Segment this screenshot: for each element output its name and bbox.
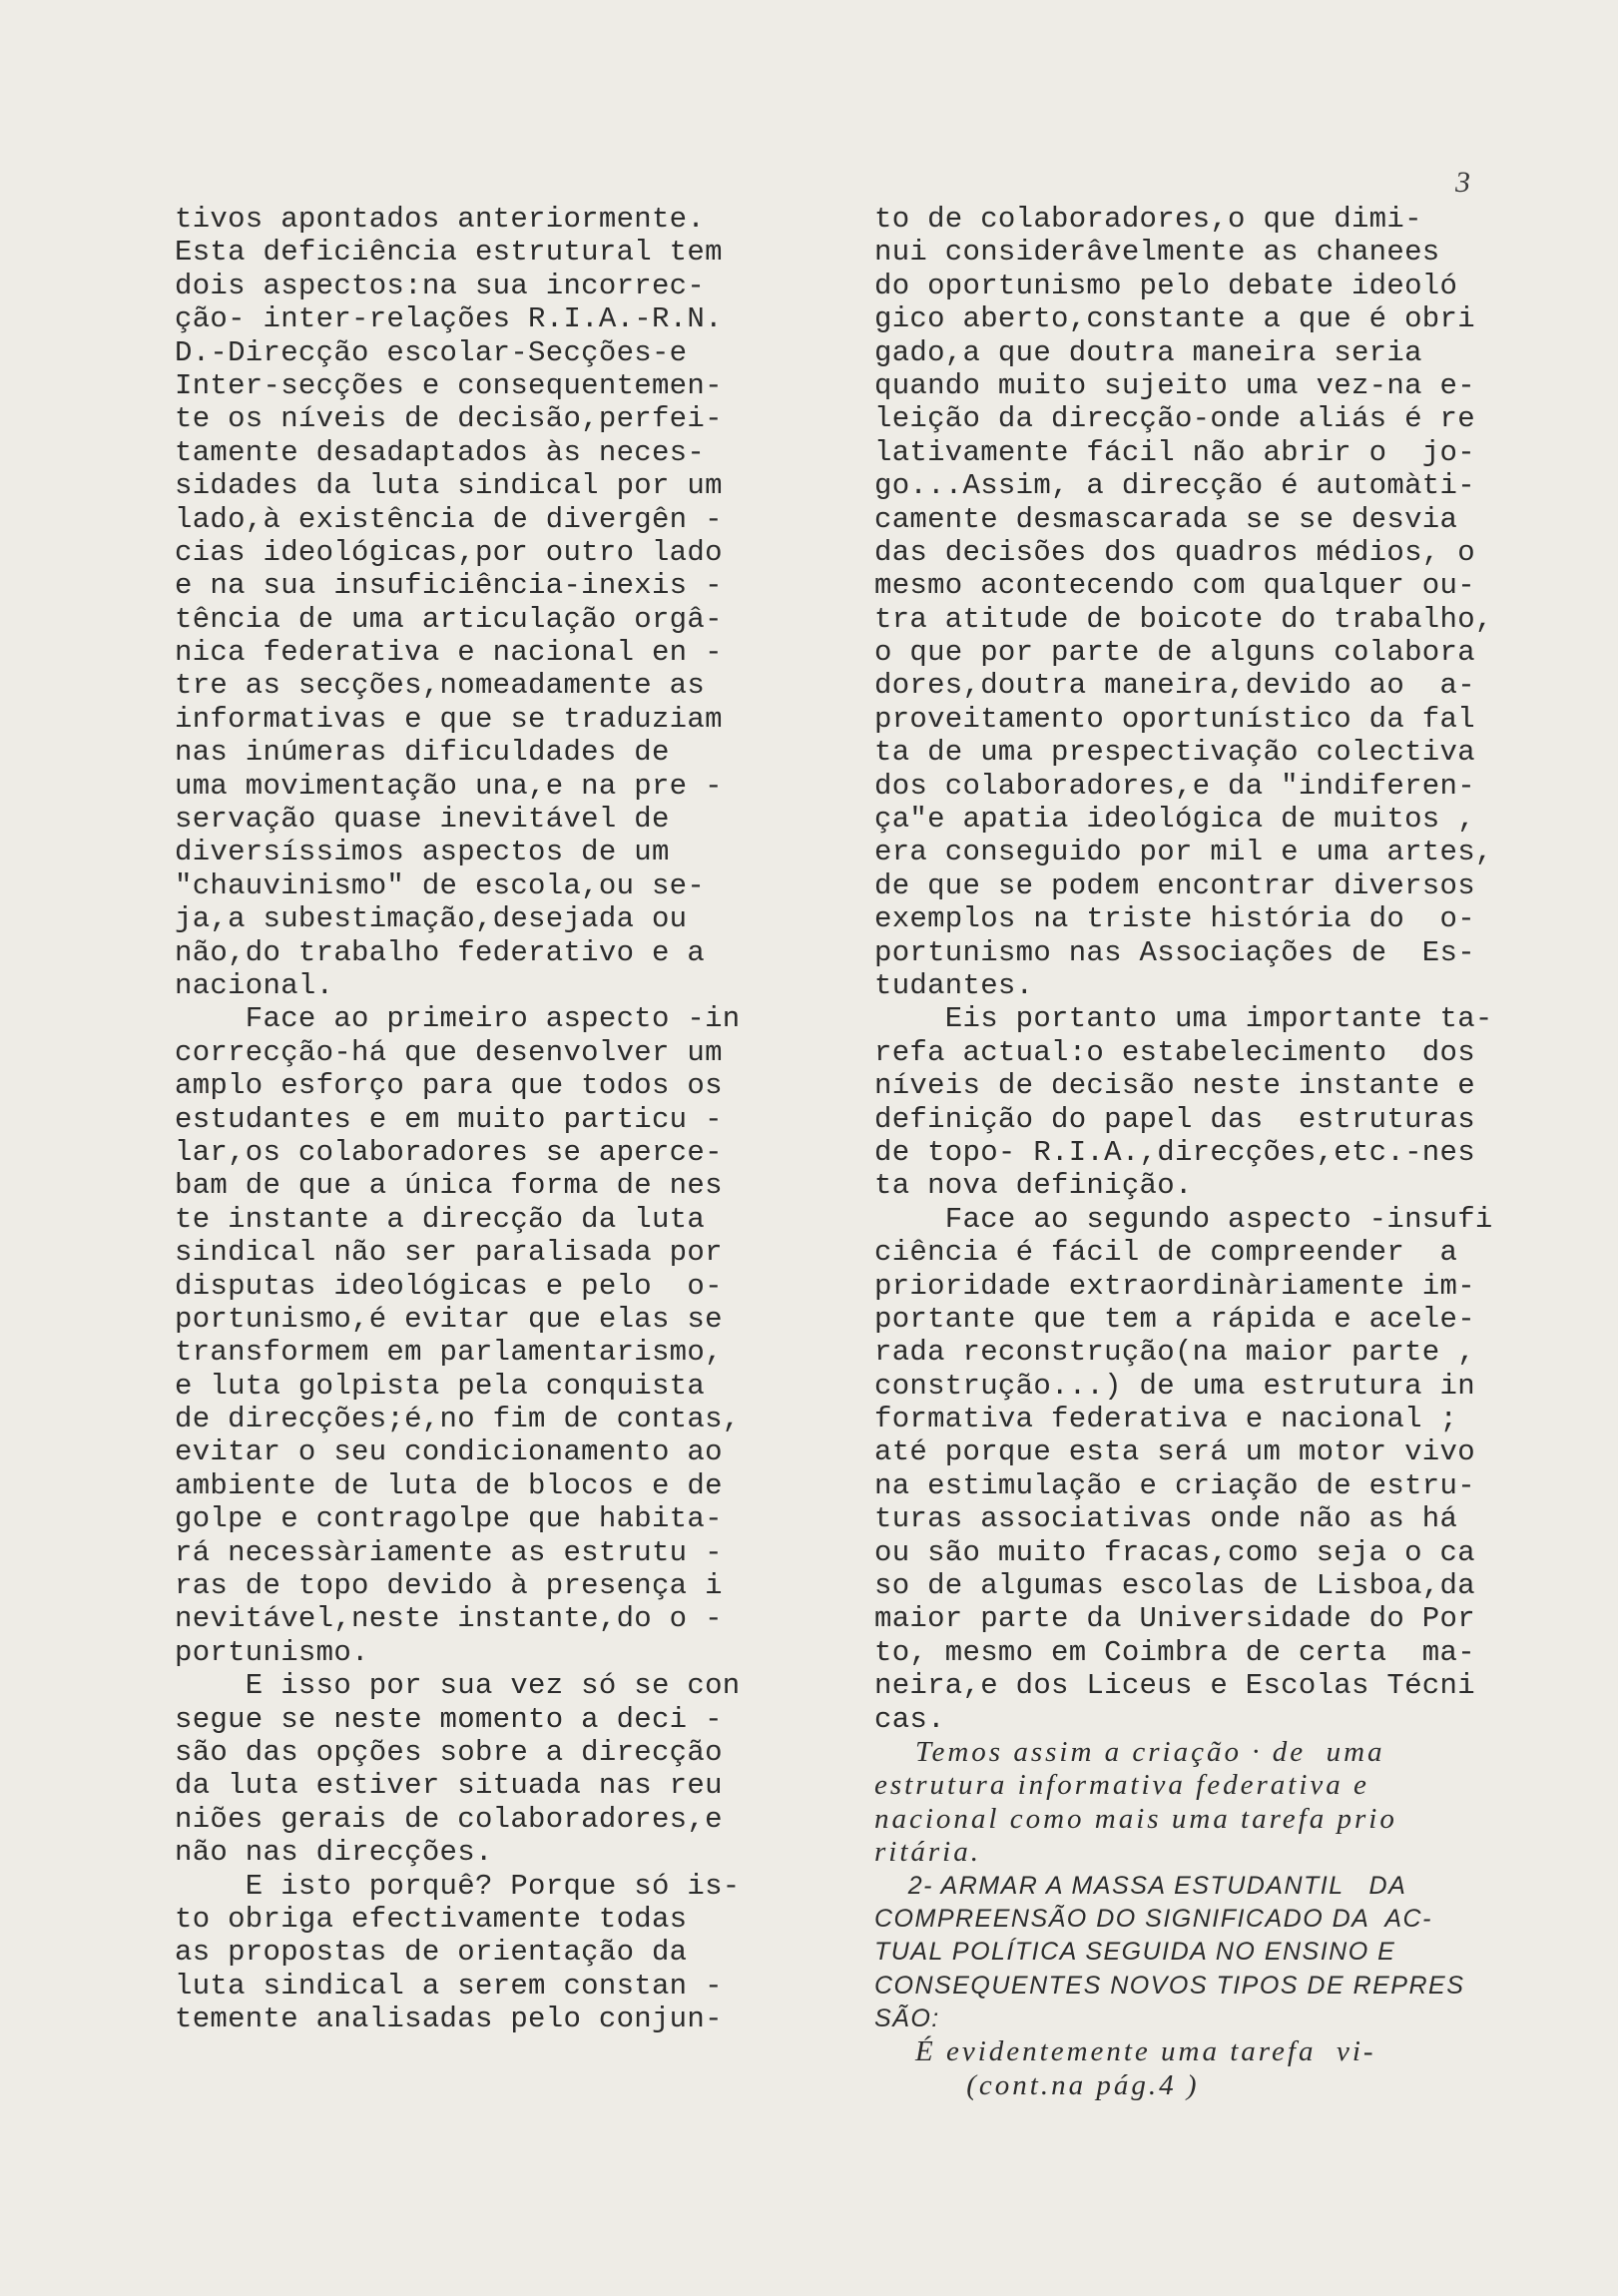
text-line: D.-Direcção escolar-Secções-e [175,335,688,369]
text-line: sindical não ser paralisada por [175,1236,723,1270]
text-line: nui considerâvelmente as chanees [874,236,1440,270]
text-line: rá necessàriamente as estrutu - [175,1535,723,1569]
text-line: neira,e dos Liceus e Escolas Técni [874,1669,1475,1703]
text-line: estrutura informativa federativa e [874,1769,1369,1802]
text-line: correcção-há que desenvolver um [175,1035,723,1069]
text-line: na estimulação e criação de estru- [874,1468,1475,1502]
text-line: de direcções;é,no fim de contas, [175,1403,741,1436]
text-line: Esta deficiência estrutural tem [175,236,723,270]
text-line: (cont.na pág.4 ) [874,2068,1200,2101]
text-line: turas associativas onde não as há [874,1502,1458,1536]
text-line: nevitável,neste instante,do o - [175,1602,723,1636]
text-line: go...Assim, a direcção é automàti- [874,469,1475,503]
text-line: SÃO: [874,2005,940,2033]
text-line: bam de que a única forma de nes [175,1169,723,1203]
text-line: definição do papel das estruturas [874,1102,1475,1136]
text-line: disputas ideológicas e pelo o- [175,1269,723,1303]
text-line: são das opções sobre a direcção [175,1735,723,1769]
text-line: ou são muito fracas,como seja o ca [874,1535,1475,1569]
text-line: formativa federativa e nacional ; [874,1403,1458,1436]
text-line: golpe e contragolpe que habita- [175,1502,723,1536]
text-line: temente analisadas pelo conjun- [175,2003,723,2036]
text-line: portunismo. [175,1635,369,1669]
text-line: tudantes. [874,968,1034,1002]
text-line: 2- ARMAR A MASSA ESTUDANTIL DA [874,1871,1407,1900]
text-line: e na sua insuficiência-inexis - [175,569,723,603]
text-line: ambiente de luta de blocos e de [175,1468,723,1502]
text-line: sidades da luta sindical por um [175,469,723,503]
text-line: TUAL POLÍTICA SEGUIDA NO ENSINO E [874,1938,1396,1967]
text-line: construção...) de uma estrutura in [874,1369,1475,1403]
text-line: ção- inter-relações R.I.A.-R.N. [175,302,723,336]
text-line: Face ao segundo aspecto -insufi [874,1202,1493,1236]
text-line: rada reconstrução(na maior parte , [874,1336,1475,1370]
text-line: tivos apontados anteriormente. [175,203,706,236]
text-line: maior parte da Universidade do Por [874,1602,1475,1636]
text-line: camente desmascarada se se desvia [874,502,1458,536]
text-line: niões gerais de colaboradores,e [175,1802,723,1836]
text-line: ciência é fácil de compreender a [874,1236,1458,1270]
text-line: informativas e que se traduziam [175,702,723,736]
text-line: Temos assim a criação · de uma [874,1735,1385,1768]
text-line: lado,à existência de divergên - [175,502,723,536]
text-line: cias ideológicas,por outro lado [175,535,723,569]
text-line: o que por parte de alguns colabora [874,636,1475,670]
text-line: ras de topo devido à presença i [175,1569,723,1603]
text-line: Face ao primeiro aspecto -in [175,1002,741,1036]
text-line: luta sindical a serem constan - [175,1969,723,2003]
text-line: da luta estiver situada nas reu [175,1769,723,1803]
text-line: lativamente fácil não abrir o jo- [874,435,1475,469]
text-line: ta de uma prespectivação colectiva [874,736,1475,770]
text-line: exemplos na triste história do o- [874,902,1475,936]
text-line: lar,os colaboradores se aperce- [175,1135,723,1169]
text-line: nica federativa e nacional en - [175,636,723,670]
text-line: É evidentemente uma tarefa vi- [874,2035,1376,2068]
text-line: portante que tem a rápida e acele- [874,1302,1475,1336]
text-line: era conseguido por mil e uma artes, [874,836,1493,869]
text-line: cas. [874,1702,945,1736]
text-line: amplo esforço para que todos os [175,1069,723,1103]
text-line: tência de uma articulação orgâ- [175,602,723,636]
text-line: transformem em parlamentarismo, [175,1336,723,1370]
text-line: ta nova definição. [874,1169,1193,1203]
text-line: não nas direcções. [175,1836,493,1870]
text-line: portunismo nas Associações de Es- [874,935,1475,969]
text-line: servação quase inevitável de [175,803,670,837]
text-line: so de algumas escolas de Lisboa,da [874,1569,1475,1603]
page-number: 3 [1455,166,1470,199]
text-line: to, mesmo em Coimbra de certa ma- [874,1635,1475,1669]
text-line: E isto porquê? Porque só is- [175,1869,741,1903]
text-line: não,do trabalho federativo e a [175,935,706,969]
text-line: tamente desadaptados às neces- [175,435,706,469]
text-line: ça"e apatia ideológica de muitos , [874,803,1475,837]
text-line: leição da direcção-onde aliás é re [874,402,1475,436]
text-line: de topo- R.I.A.,direcções,etc.-nes [874,1135,1475,1169]
text-line: to de colaboradores,o que dimi- [874,203,1422,236]
text-line: ja,a subestimação,desejada ou [175,902,688,936]
text-line: tre as secções,nomeadamente as [175,669,706,703]
text-line: te os níveis de decisão,perfei- [175,402,723,436]
left-text-column [175,203,813,2035]
right-text-column [874,203,1578,2102]
text-line: refa actual:o estabelecimento dos [874,1035,1475,1069]
text-line: segue se neste momento a deci - [175,1702,723,1736]
text-line: quando muito sujeito uma vez-na e- [874,368,1475,402]
text-line: to obriga efectivamente todas [175,1902,688,1936]
text-line: dores,doutra maneira,devido ao a- [874,669,1475,703]
text-line: estudantes e em muito particu - [175,1102,723,1136]
text-line: níveis de decisão neste instante e [874,1069,1475,1103]
text-line: e luta golpista pela conquista [175,1369,706,1403]
text-line: proveitamento oportunístico da fal [874,702,1475,736]
text-line: as propostas de orientação da [175,1936,688,1970]
text-line: CONSEQUENTES NOVOS TIPOS DE REPRES [874,1971,1465,2000]
text-line: portunismo,é evitar que elas se [175,1302,723,1336]
text-line: dos colaboradores,e da "indiferen- [874,769,1475,803]
text-line: de que se podem encontrar diversos [874,868,1475,902]
text-line: mesmo acontecendo com qualquer ou- [874,569,1475,603]
text-line: nacional como mais uma tarefa prio [874,1802,1397,1835]
text-line: do oportunismo pelo debate ideoló [874,269,1458,302]
text-line: COMPREENSÃO DO SIGNIFICADO DA AC- [874,1904,1432,1933]
text-line: nacional. [175,968,334,1002]
text-line: "chauvinismo" de escola,ou se- [175,868,706,902]
text-line: até porque esta será um motor vivo [874,1435,1475,1469]
text-line: dois aspectos:na sua incorrec- [175,269,706,302]
text-line: tra atitude de boicote do trabalho, [874,602,1493,636]
text-line: ritária. [874,1836,981,1869]
text-line: nas inúmeras dificuldades de [175,736,670,770]
text-line: das decisões dos quadros médios, o [874,535,1475,569]
text-line: te instante a direcção da luta [175,1202,706,1236]
text-line: gico aberto,constante a que é obri [874,302,1475,336]
text-line: prioridade extraordinàriamente im- [874,1269,1475,1303]
text-line: uma movimentação una,e na pre - [175,769,723,803]
text-line: gado,a que doutra maneira seria [874,335,1422,369]
text-line: Eis portanto uma importante ta- [874,1002,1493,1036]
text-line: evitar o seu condicionamento ao [175,1435,723,1469]
text-line: diversíssimos aspectos de um [175,836,670,869]
text-line: Inter-secções e consequentemen- [175,368,723,402]
text-line: E isso por sua vez só se con [175,1669,741,1703]
